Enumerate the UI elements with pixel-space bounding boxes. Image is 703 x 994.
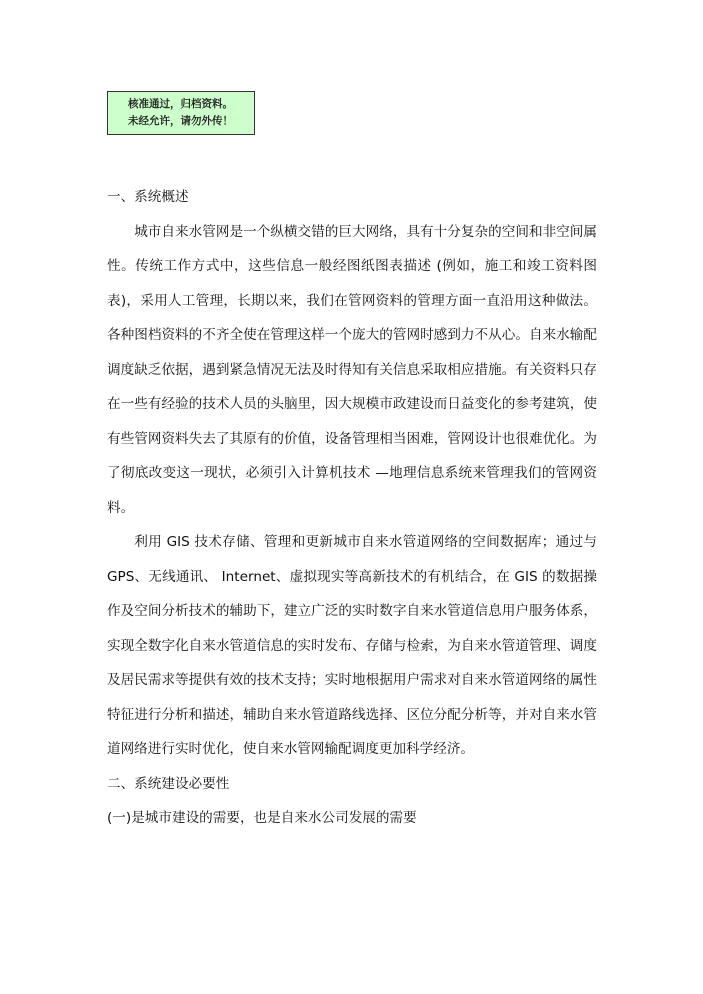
- stamp-line-approved: 核准通过，归档资料。: [128, 98, 233, 110]
- subsection-heading-city-needs: (一)是城市建设的需要，也是自来水公司发展的需要: [107, 810, 417, 826]
- paragraph-overview-1: 城市自来水管网是一个纵横交错的巨大网络，具有十分复杂的空间和非空间属性。传统工作方式中，这些信息一般经图纸图表描述 (例如，施工和竣工资料图表)，采用人工管理，长期以来，我们在管网资料的管理方面一直沿用这种做法。各种图档资料的不齐全使在管理这样一个庞大的管网时感到力不从心。自来水输配调度缺乏依据，遇到紧急情况无法及时得知有关信息采取相应措施。有关资料只存在一些有经验的技术人员的头脑里，因大规模市政建设而日益变化的参考建筑，使有些管网资料失去了其原有的价值，设备管理相当困难，管网设计也很难优化。为了彻底改变这一现状，必须引入计算机技术 —地理信息系统来管理我们的管网资料。: [107, 223, 597, 516]
- stamp-line-confidential: 未经允许，请勿外传！: [128, 115, 233, 127]
- approval-stamp: [107, 91, 255, 135]
- paragraph-overview-2: 利用 GIS 技术存储、管理和更新城市自来水管道网络的空间数据库；通过与 GPS、无线通讯、 Internet、虚拟现实等高新技术的有机结合，在 GIS 的数据操作及空间分析技术的辅助下，建立广泛的实时数字自来水管道信息用户服务体系，实现全数字化自来水管道信息的实时发布、存储与检索，为自来水管道管理、调度及居民需求等提供有效的技术支持；实时地根据用户需求对自来水管道网络的属性特征进行分析和描述，辅助自来水管道路线选择、区位分配分析等，并对自来水管道网络进行实时优化，使自来水管网输配调度更加科学经济。: [107, 534, 597, 757]
- section-heading-overview: 一、系统概述: [107, 189, 189, 205]
- section-heading-necessity: 二、系统建设必要性: [107, 775, 230, 792]
- document-body: [107, 180, 597, 836]
